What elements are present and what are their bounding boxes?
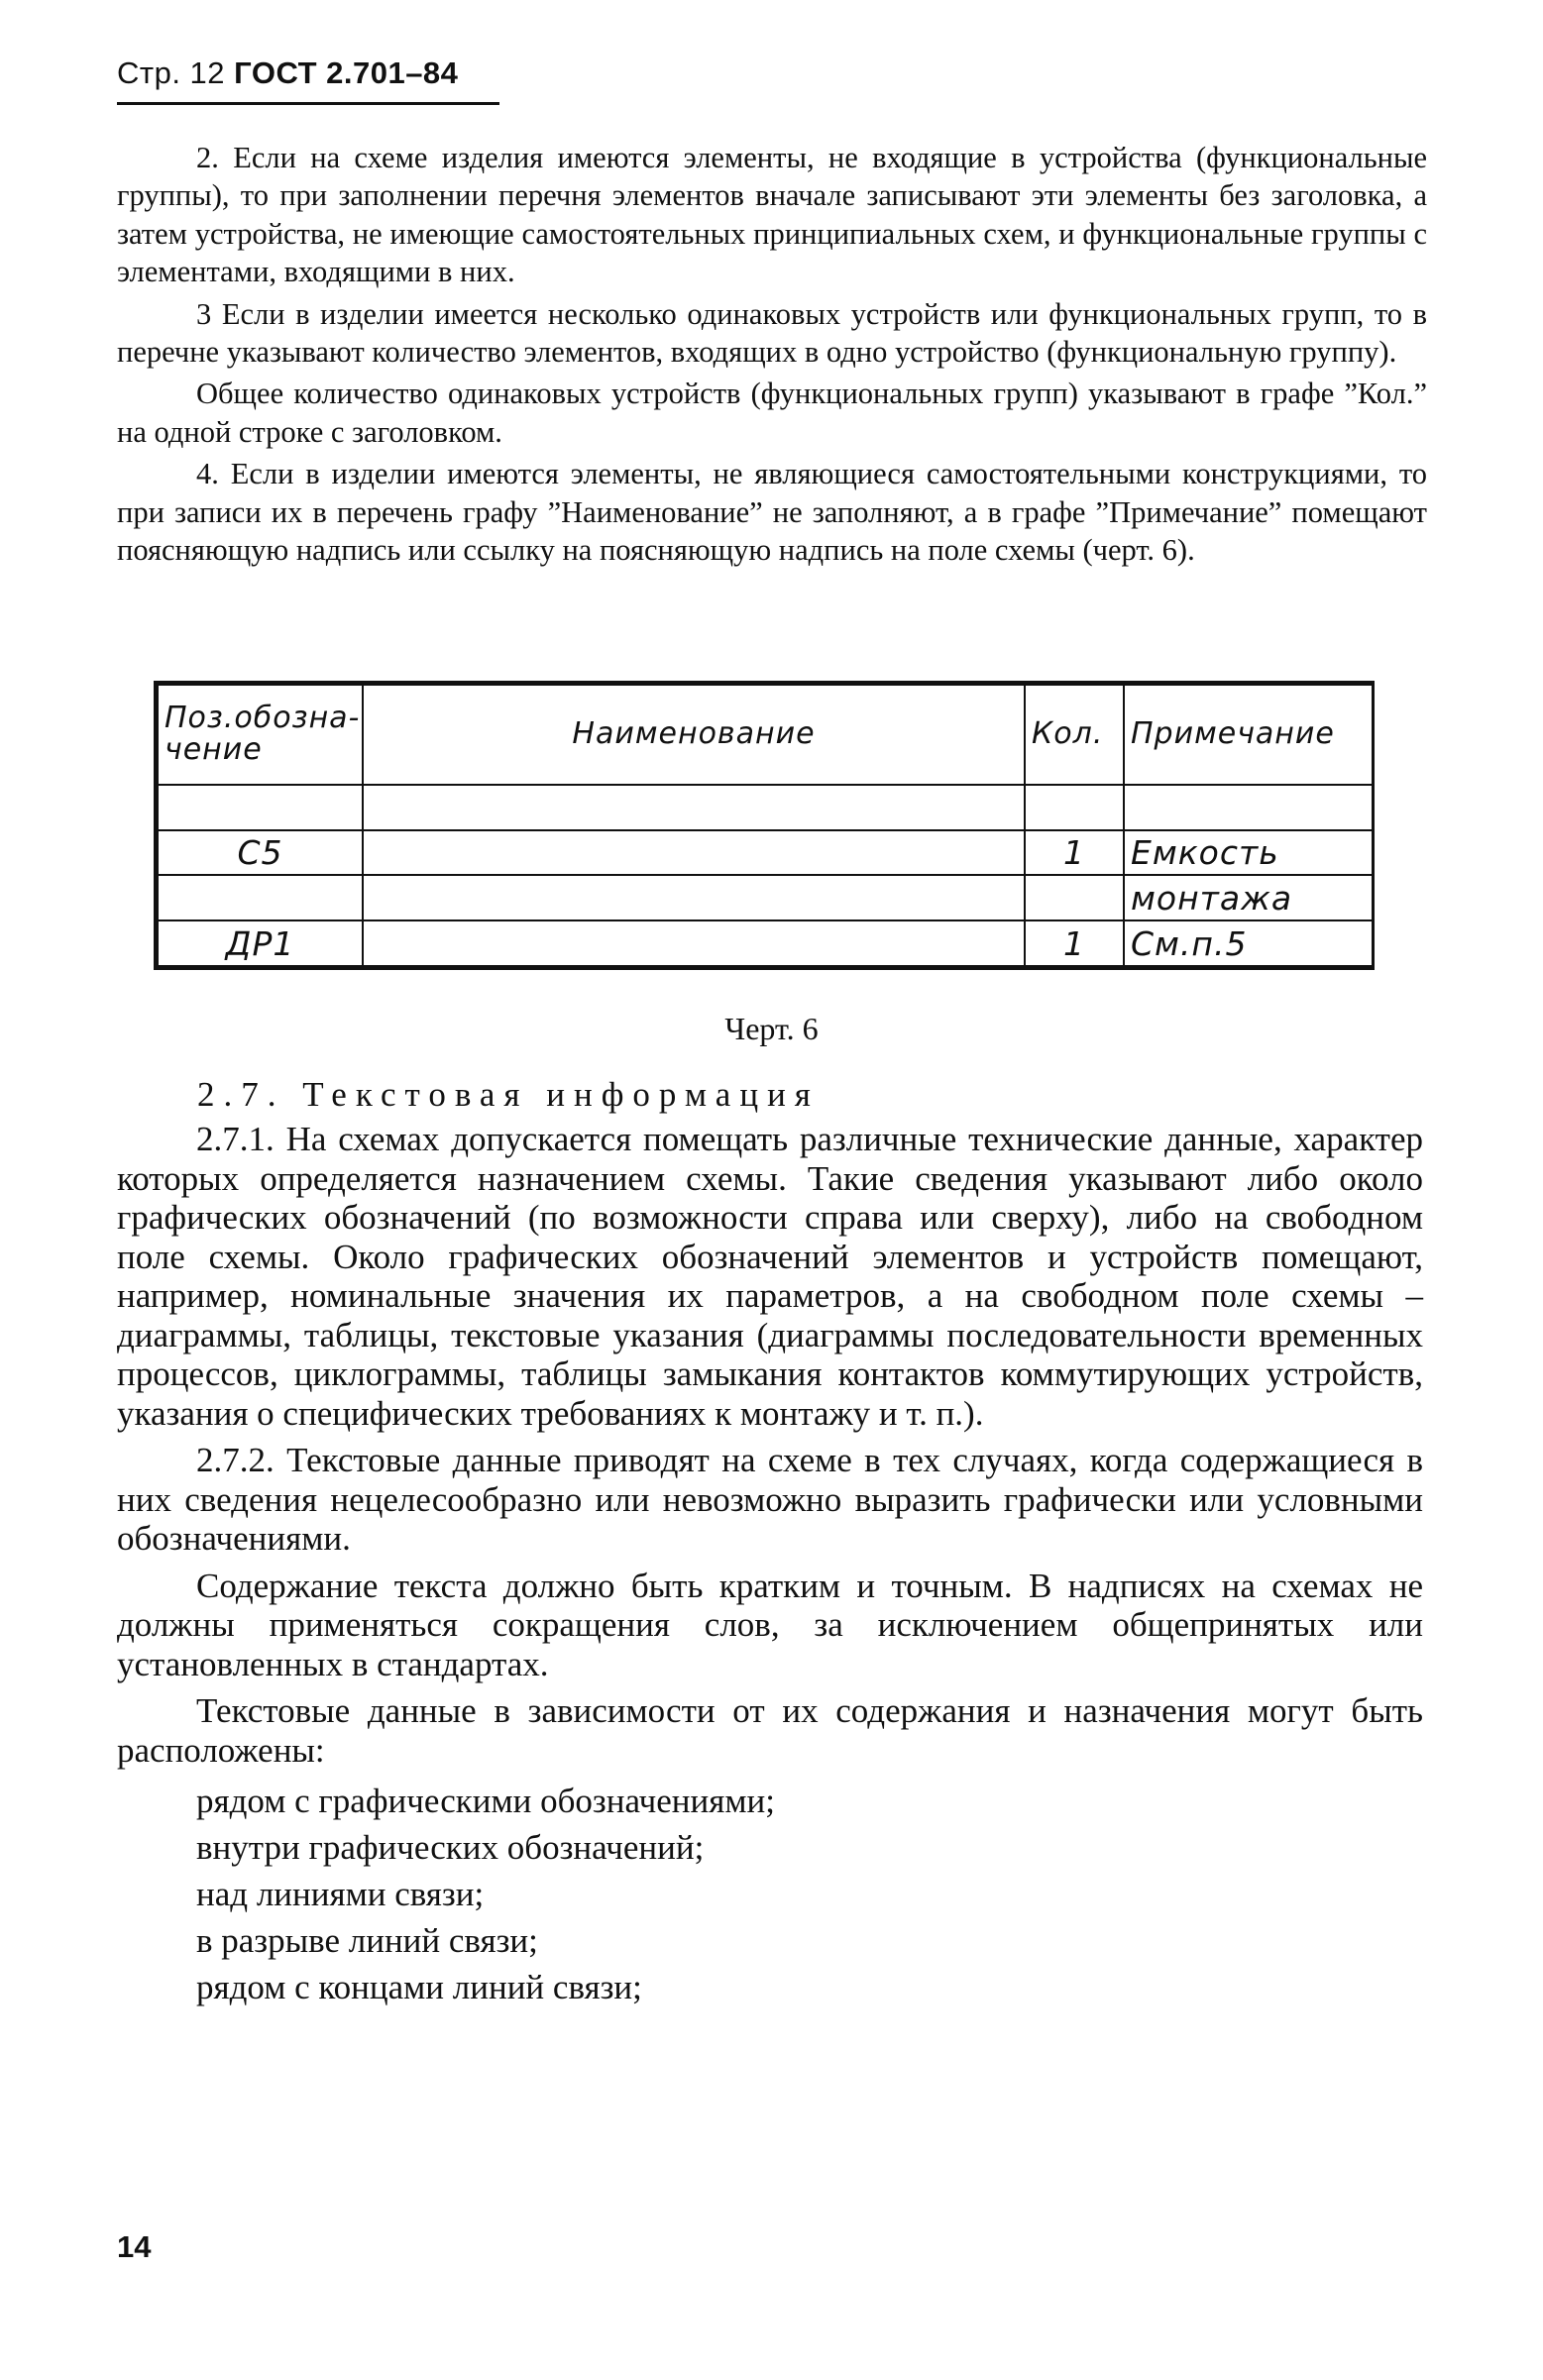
standard-number: ГОСТ 2.701–84	[234, 55, 459, 90]
table-row	[158, 920, 1373, 966]
table-header-row	[158, 685, 1373, 785]
page-number: 14	[117, 2229, 152, 2264]
cell-note: См.п.5	[1124, 920, 1373, 966]
table-row	[158, 830, 1373, 876]
cell-note	[1124, 785, 1373, 830]
paragraph-text-content: Содержание текста должно быть кратким и точным. В надписях на схемах не должны применяться сокращения слов, за исключением общепринятых или установленных в стандартах.	[117, 1566, 1423, 1683]
table-row	[158, 875, 1373, 920]
section-title: 2.7. Текстовая информация	[197, 1075, 820, 1114]
paragraph-2-7-2: 2.7.2. Текстовые данные приводят на схеме в тех случаях, когда содержащиеся в них сведения нецелесообразно или невозможно выразить графически или условными обозначениями.	[117, 1441, 1423, 1558]
table-row	[158, 785, 1373, 830]
header-quantity: Кол.	[1025, 685, 1124, 785]
paragraph-2: 2. Если на схеме изделия имеются элементы, не входящие в устройства (функциональные группы), то при заполнении перечня элементов вначале записывают эти элементы без заголовка, а затем устройства, не имеющие самостоятельных принципиальных схем, и функциональные группы с элементами, входящими в них.	[117, 141, 1427, 289]
elements-table-frame	[154, 681, 1375, 970]
list-item: рядом с концами линий связи;	[196, 1968, 642, 2006]
header-note: Примечание	[1124, 685, 1373, 785]
paragraph-2-7-1: 2.7.1. На схемах допускается помещать различные технические данные, характер которых определяется назначением схемы. Такие сведения указывают либо около графических обозначений (по возможности справа или сверху), либо на свободном поле схемы. Около графических обозначений элементов и устройств помещают, например, номинальные значения их параметров, а на свободном поле схемы – диаграммы, таблицы, текстовые указания (диаграммы последовательности временных процессов, циклограммы, таблицы замыкания контактов коммутирующих устройств, указания о специфических требованиях к монтажу и т. п.).	[117, 1120, 1423, 1433]
list-item: внутри графических обозначений;	[196, 1828, 705, 1867]
cell-quantity	[1025, 875, 1124, 920]
paragraph-text-placement: Текстовые данные в зависимости от их содержания и назначения могут быть расположены:	[117, 1691, 1423, 1770]
list-item: рядом с графическими обозначениями;	[196, 1782, 775, 1820]
cell-note: Емкость	[1124, 830, 1373, 876]
cell-position: ДР1	[158, 920, 363, 966]
cell-quantity: 1	[1025, 830, 1124, 876]
cell-quantity: 1	[1025, 920, 1124, 966]
list-item: над линиями связи;	[196, 1875, 485, 1913]
cell-position: С5	[158, 830, 363, 876]
cell-name	[363, 920, 1025, 966]
list-item: в разрыве линий связи;	[196, 1921, 538, 1960]
cell-note: монтажа	[1124, 875, 1373, 920]
cell-position	[158, 785, 363, 830]
cell-name	[363, 875, 1025, 920]
cell-quantity	[1025, 785, 1124, 830]
cell-name	[363, 785, 1025, 830]
page-label: Стр. 12	[117, 55, 226, 90]
placement-list	[117, 1778, 1423, 2010]
header-rule	[117, 102, 499, 105]
page-header	[117, 55, 458, 91]
paragraph-3-note: Общее количество одинаковых устройств (функциональных групп) указывают в графе ”Кол.” на одной строке с заголовком.	[117, 377, 1427, 449]
cell-position	[158, 875, 363, 920]
intro-text	[117, 139, 1427, 569]
paragraph-4: 4. Если в изделии имеются элементы, не являющиеся самостоятельными конструкциями, то при записи их в перечень графу ”Наименование” не заполняют, а в графе ”Примечание” помещают поясняющую надпись или ссылку на поясняющую надпись на поле схемы (черт. 6).	[117, 457, 1427, 568]
figure-caption: Черт. 6	[724, 1011, 819, 1046]
elements-table	[157, 684, 1374, 967]
paragraph-3: 3 Если в изделии имеется несколько одинаковых устройств или функциональных групп, то в перечне указывают количество элементов, входящих в одно устройство (функциональную группу).	[117, 296, 1427, 370]
section-body	[117, 1120, 1423, 2010]
header-name: Наименование	[363, 685, 1025, 785]
cell-name	[363, 830, 1025, 876]
header-position: Поз.обозна-чение	[158, 685, 363, 785]
